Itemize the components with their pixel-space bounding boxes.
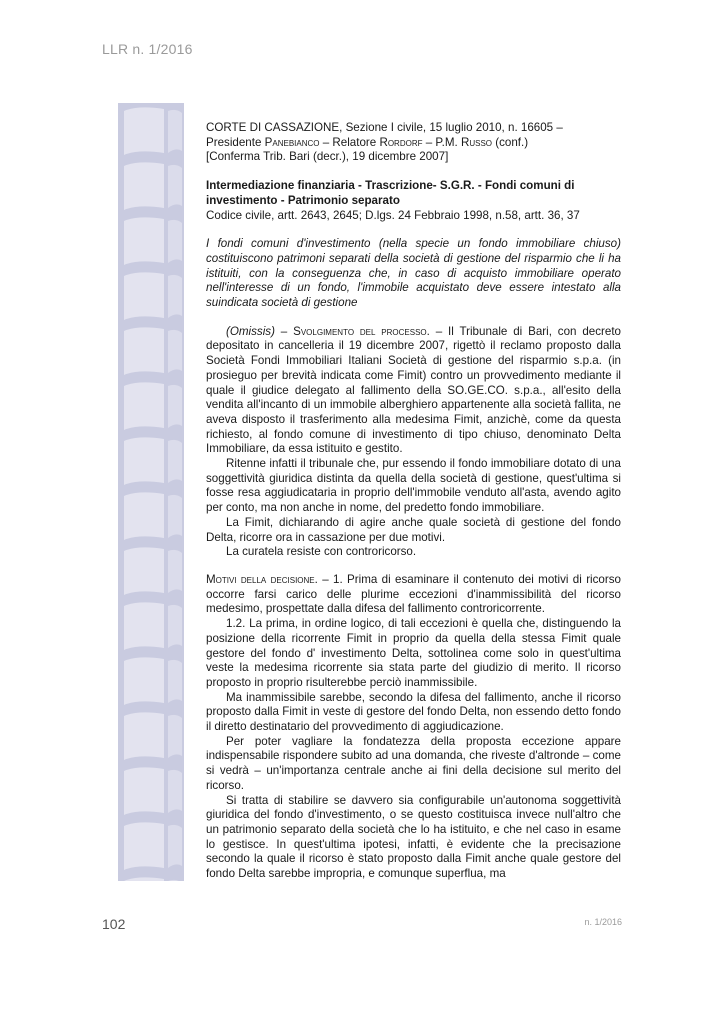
- panel-line: Presidente Panebianco – Relatore Rordorf – P.M. Russo (conf.): [206, 135, 529, 149]
- band-motif: [124, 712, 182, 760]
- court-line: CORTE DI CASSAZIONE, Sezione I civile, 15 luglio 2010, n. 16605 –: [206, 121, 563, 134]
- proceedings-section: [206, 325, 621, 560]
- keywords-line-2: investimento - Patrimonio separato: [206, 193, 400, 207]
- decision-paragraph-3: Ma inammissibile sarebbe, secondo la difesa del fallimento, anche il ricorso proposto dalla Fimit in veste di gestore del fondo Delta, non essendo detto fondo il diretto destinatario del provvedimento di aggiudicazione.: [206, 690, 621, 734]
- band-motif: [124, 437, 182, 485]
- decision-paragraph-1: Motivi della decisione. – 1. Prima di esaminare il contenuto dei motivi di ricorso occorre farsi carico delle plurime eccezioni d'inammissibilità del ricorso medesimo, prospettate dalla difesa del fallimento controricorrente.: [206, 572, 621, 616]
- maxim: I fondi comuni d'investimento (nella specie un fondo immobiliare chiuso) costituiscono patrimoni separati della società di gestione del risparmio che li ha istituiti, con la conseguenza che, in caso di acquisto immobiliare operato nell'interesse di un fondo, l'immobile acquistato deve essere intestato alla suindicata società di gestione: [206, 237, 621, 310]
- running-head: LLR n. 1/2016: [102, 41, 193, 57]
- band-motif: [124, 327, 182, 375]
- confirms-line: [Conferma Trib. Bari (decr.), 19 dicembre 2007]: [206, 150, 449, 164]
- page-number: 102: [102, 916, 126, 932]
- keywords-line-1: Intermediazione finanziaria - Trascrizione- S.G.R. - Fondi comuni di: [206, 179, 575, 193]
- band-motif: [124, 602, 182, 650]
- legal-references: Codice civile, artt. 2643, 2645; D.lgs. 24 Febbraio 1998, n.58, artt. 36, 37: [206, 208, 580, 222]
- keywords-block: [206, 179, 621, 223]
- proceedings-paragraph-1: (Omissis) – Svolgimento del processo. – Il Tribunale di Bari, con decreto depositato in cancelleria il 19 dicembre 2007, rigettò il reclamo proposto dalla Società Fondi Immobiliari Italiani Società di gestione del risparmio s.p.a. (in prosieguo per brevità indicata come Fimit) contro un provvedimento mediante il quale il giudice delegato al fallimento della SO.GE.CO. s.p.a., all'esito della vendita all'incanto di un immobile alberghiero appartenente alla società fallita, ne aveva disposto il trasferimento alla medesima Fimit, anzichè, come da questa richiesto, al fondo comune di investimento di tipo chiuso, denominato Delta Immobiliare, da essa istituito e gestito.: [206, 324, 622, 456]
- rapporteur-name: Rordorf: [379, 135, 423, 149]
- president-name: Panebianco: [264, 135, 320, 149]
- band-motif: [124, 382, 182, 430]
- case-header: [206, 121, 621, 165]
- article-body: [206, 121, 621, 882]
- band-motif: [124, 492, 182, 540]
- pm-name: Russo: [460, 135, 492, 149]
- decorative-side-band: [118, 103, 184, 881]
- band-motif: [124, 822, 182, 870]
- band-motif: [124, 217, 182, 265]
- decision-paragraph-4: Per poter vagliare la fondatezza della proposta eccezione appare indispensabile rispondere subito ad una domanda, che riveste d'altronde – come si vedrà – un'importanza centrale anche ai fini della decisione sul merito del ricorso.: [206, 734, 621, 792]
- proceedings-paragraph-3: La Fimit, dichiarando di agire anche quale società di gestione del fondo Delta, ricorre ora in cassazione per due motivi.: [206, 515, 621, 544]
- decision-section: [206, 573, 621, 882]
- proceedings-heading: Svolgimento del processo.: [293, 324, 430, 338]
- band-motif: [124, 272, 182, 320]
- band-motif: [124, 767, 182, 815]
- decision-paragraph-2: 1.2. La prima, in ordine logico, di tali eccezioni è quella che, distinguendo la posizione della ricorrente Fimit in proprio da quella della stessa Fimit quale gestore del fondo d' investimento Delta, sottolinea come solo in quest'ultima veste la medesima ricorrente sia stata parte del giudizio di merito. Il ricorso proposto in proprio risulterebbe perciò inammissibile.: [206, 617, 621, 689]
- band-motif: [124, 877, 182, 881]
- band-motif: [124, 107, 182, 155]
- decision-heading: Motivi della decisione.: [206, 572, 318, 586]
- band-motif: [124, 547, 182, 595]
- issue-footer: n. 1/2016: [584, 917, 622, 927]
- band-motif: [124, 657, 182, 705]
- band-motif: [124, 162, 182, 210]
- proceedings-paragraph-4: La curatela resiste con controricorso.: [226, 545, 417, 559]
- proceedings-paragraph-2: Ritenne infatti il tribunale che, pur essendo il fondo immobiliare dotato di una soggettività giuridica distinta da quella della società di gestione, quest'ultima si fosse resa aggiudicataria in proprio dell'immobile venduto all'asta, avendo agito per conto, ma non anche in nome, del predetto fondo immobiliare.: [206, 457, 621, 515]
- decision-paragraph-5: Si tratta di stabilire se davvero sia configurabile un'autonoma soggettività giuridica del fondo d'investimento, o se questo costituisca invece null'altro che un patrimonio separato della società che lo ha istituito, e che nel caso in esame lo gestisce. In quest'ultima ipotesi, infatti, è evidente che la precisazione secondo la quale il ricorso è stato proposto dalla Fimit anche quale gestore del fondo Delta sarebbe impropria, e comunque superflua, ma: [206, 793, 621, 881]
